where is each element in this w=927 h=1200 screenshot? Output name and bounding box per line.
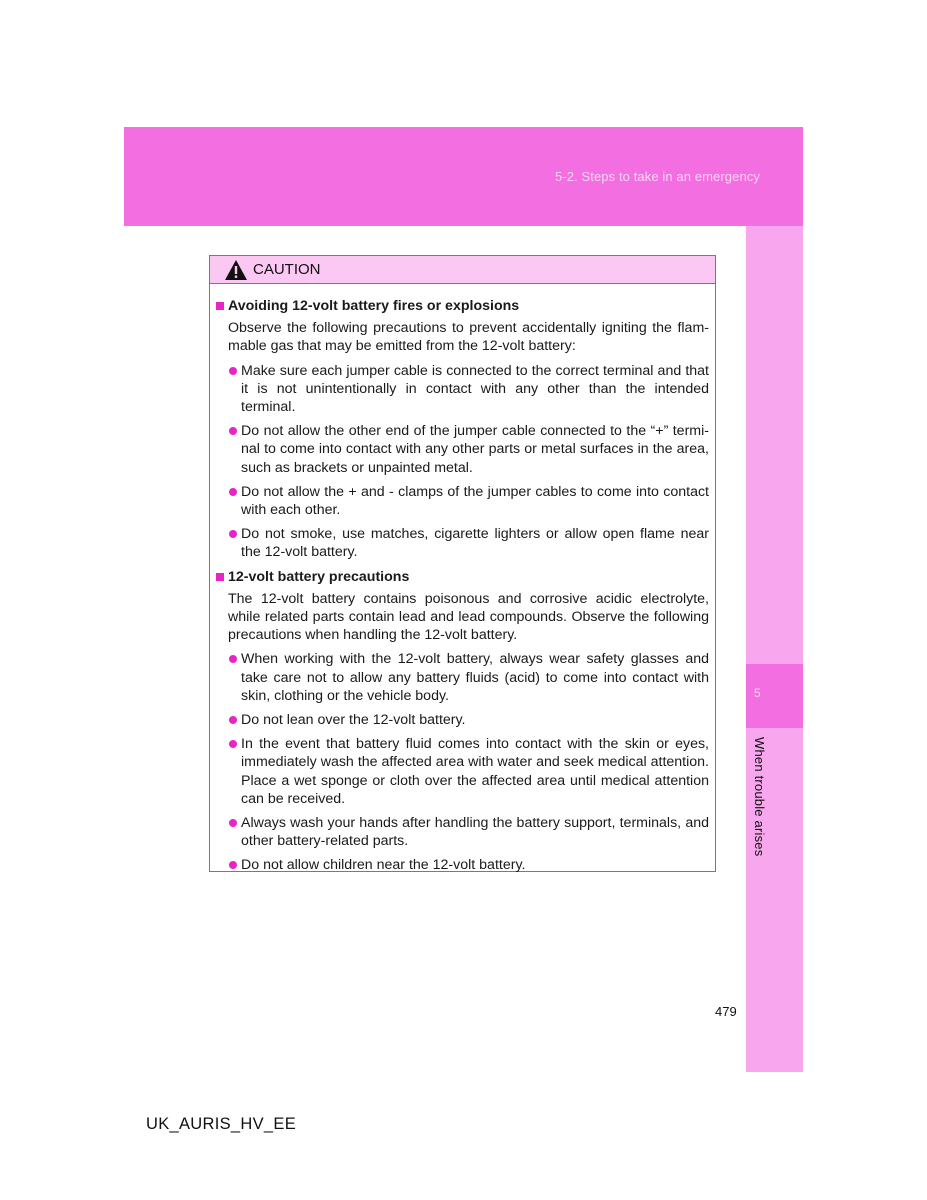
square-bullet-icon	[216, 573, 224, 581]
document-code: UK_AURIS_HV_EE	[146, 1115, 297, 1133]
list-item-text: Do not allow the other end of the jumper cable connected to the “+” termi- nal to come into contact with any other parts or metal surfaces in the area, such as brackets or unpainted metal.	[241, 423, 709, 476]
list-item-text: When working with the 12-volt battery, always wear safety glasses and take care not to allow any battery fluids (acid) to come into contact with skin, clothing or the vehicle body.	[241, 651, 709, 704]
list-item-text: Always wash your hands after handling the battery support, terminals, and other battery-related parts.	[241, 815, 709, 850]
list-item	[241, 422, 709, 477]
round-bullet-icon	[229, 655, 237, 663]
round-bullet-icon	[229, 367, 237, 375]
section-heading	[216, 297, 709, 315]
list-item	[241, 483, 709, 519]
caution-header	[210, 256, 715, 284]
round-bullet-icon	[229, 861, 237, 869]
chapter-number: 5	[754, 686, 761, 700]
section-heading	[216, 568, 709, 586]
list-item-text: Do not allow children near the 12-volt battery.	[241, 857, 526, 874]
list-item-text: Do not allow the + and - clamps of the jumper cables to come into contact with each other.	[241, 483, 709, 519]
caution-title: CAUTION	[253, 261, 321, 278]
section-intro: The 12-volt battery contains poisonous and corrosive acidic electrolyte, while related parts contain lead and lead compounds. Observe the following precautions when handling the 12-volt battery.	[228, 590, 709, 644]
section-heading-text: 12-volt battery precautions	[228, 568, 410, 585]
section-heading-text: Avoiding 12-volt battery fires or explosions	[228, 298, 520, 314]
list-item	[241, 711, 709, 729]
round-bullet-icon	[229, 716, 237, 724]
round-bullet-icon	[229, 427, 237, 435]
list-item	[241, 856, 709, 874]
header-band	[124, 127, 803, 226]
section-intro: Observe the following precautions to prevent accidentally igniting the flam- mable gas that may be emitted from the 12-volt battery:	[228, 320, 709, 355]
round-bullet-icon	[229, 530, 237, 538]
caution-content	[210, 284, 715, 875]
section-title: 5-2. Steps to take in an emergency	[554, 169, 760, 184]
square-bullet-icon	[216, 302, 224, 310]
list-item	[241, 362, 709, 417]
page-number: 479	[715, 1004, 737, 1019]
warning-triangle-icon	[224, 259, 248, 281]
list-item	[241, 525, 709, 561]
list-item-text: In the event that battery fluid comes into contact with the skin or eyes, immediately wash the affected area with water and seek medical attention. Place a wet sponge or cloth over the affected area until medical attention can be received.	[241, 736, 709, 807]
round-bullet-icon	[229, 488, 237, 496]
caution-box	[209, 255, 716, 872]
chapter-label: When trouble arises	[752, 737, 767, 857]
list-item	[241, 650, 709, 705]
side-chapter-tab	[746, 226, 803, 1072]
list-item-text: Do not smoke, use matches, cigarette lighters or allow open flame near the 12-volt battery.	[241, 526, 709, 561]
list-item	[241, 735, 709, 808]
list-item	[241, 814, 709, 850]
list-item-text: Make sure each jumper cable is connected to the correct terminal and that it is not unintentionally in contact with any other than the intended terminal.	[241, 362, 709, 416]
list-item-text: Do not lean over the 12-volt battery.	[241, 712, 466, 729]
round-bullet-icon	[229, 740, 237, 748]
round-bullet-icon	[229, 819, 237, 827]
